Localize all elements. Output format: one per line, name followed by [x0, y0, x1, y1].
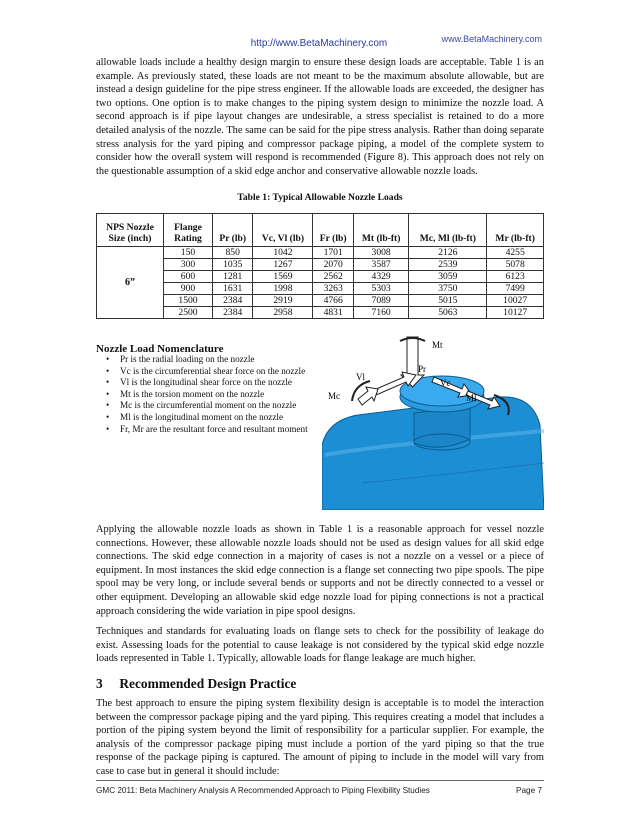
table-cell: 150 [164, 247, 213, 259]
table-cell: 2539 [409, 259, 487, 271]
table-cell: 2562 [313, 271, 353, 283]
paragraph-1: allowable loads include a healthy design margin to ensure these design loads are acceptable. Table 1 is an example. As previously stated, these loads are not meant to be the maximum absolute allowable, but are instead a design guideline for the pipe stress engineer. If the allowable loads are exceeded, the designer has two options. One option is to make changes to the piping system design to minimize the nozzle load. A second approach is if pipe layout changes are undesirable, a stress specialist is retained to do a more detailed analysis of the nozzle. The same can be said for the pipe stress analysis. Rather than doing separate stress analysis for the yard piping and compressor package piping, a model of the complete system to consider how the overall system will respond is recommended (Figure 8). This approach does not rely on the questionable assumption of a skid edge anchor and conservative allowable nozzle loads. [96, 57, 544, 177]
table-row [97, 283, 544, 295]
table-cell: 2384 [213, 307, 253, 319]
list-item: • Ml is the longitudinal moment on the nozzle [96, 412, 316, 424]
footer-text: GMC 2011: Beta Machinery Analysis A Recommended Approach to Piping Flexibility Studies [96, 786, 430, 795]
table-row [97, 259, 544, 271]
col-fr: Fr (lb) [313, 214, 353, 247]
list-item: • Mt is the torsion moment on the nozzle [96, 389, 316, 401]
table-cell: 1042 [253, 247, 313, 259]
table-cell: 300 [164, 259, 213, 271]
label-ml: Ml [466, 393, 477, 403]
table-cell: 3059 [409, 271, 487, 283]
table-row [97, 307, 544, 319]
label-pr: Pr [418, 364, 427, 374]
table-cell: 7089 [353, 295, 409, 307]
section-heading [96, 676, 296, 692]
header-site[interactable]: www.BetaMachinery.com [441, 34, 542, 44]
section-title: Recommended Design Practice [119, 676, 297, 691]
col-pr: Pr (lb) [213, 214, 253, 247]
allowable-loads-table [96, 213, 544, 319]
table-cell: 5078 [487, 259, 544, 271]
table-cell: 1281 [213, 271, 253, 283]
table-cell: 10027 [487, 295, 544, 307]
table-cell: 5303 [353, 283, 409, 295]
table-row [97, 271, 544, 283]
table-cell: 1701 [313, 247, 353, 259]
table-cell: 4329 [353, 271, 409, 283]
table-cell: 3587 [353, 259, 409, 271]
nomenclature-list [96, 354, 316, 435]
col-flange: Flange Rating [164, 214, 213, 247]
header-url[interactable]: http://www.BetaMachinery.com [250, 38, 388, 49]
col-mt: Mt (lb-ft) [353, 214, 409, 247]
table-row [97, 247, 544, 259]
col-mr: Mr (lb-ft) [487, 214, 544, 247]
table-cell: 10127 [487, 307, 544, 319]
col-vc: Vc, Vl (lb) [253, 214, 313, 247]
list-item: • Fr, Mr are the resultant force and resultant moment [96, 424, 316, 436]
table-cell: 4766 [313, 295, 353, 307]
col-mc: Mc, Ml (lb-ft) [409, 214, 487, 247]
table-cell: 6123 [487, 271, 544, 283]
table-cell: 1998 [253, 283, 313, 295]
table-cell: 5063 [409, 307, 487, 319]
table-cell: 4255 [487, 247, 544, 259]
section-number: 3 [96, 676, 103, 691]
page-number: Page 7 [516, 786, 542, 795]
table-cell: 2070 [313, 259, 353, 271]
table-cell: 1569 [253, 271, 313, 283]
list-item: • Pr is the radial loading on the nozzle [96, 354, 316, 366]
table-cell: 2919 [253, 295, 313, 307]
nomenclature-title: Nozzle Load Nomenclature [96, 343, 224, 355]
table-cell: 4831 [313, 307, 353, 319]
table-cell: 2958 [253, 307, 313, 319]
paragraph-3: Techniques and standards for evaluating loads on flange sets to check for the possibility of leakage do exist. Assessing loads for the potential to cause leakage is not considered by the typical skid edge nozzle loads represented in Table 1. Typically, allowable loads for flange leakage are much higher. [96, 626, 544, 665]
table-cell: 900 [164, 283, 213, 295]
label-mc: Mc [328, 391, 340, 401]
table-cell: 1035 [213, 259, 253, 271]
table-cell: 3750 [409, 283, 487, 295]
table-row [97, 295, 544, 307]
list-item: • Vl is the longitudinal shear force on the nozzle [96, 377, 316, 389]
col-nps: NPS Nozzle Size (inch) [97, 214, 164, 247]
table-cell: 3263 [313, 283, 353, 295]
table-cell: 7160 [353, 307, 409, 319]
paragraph-2: Applying the allowable nozzle loads as shown in Table 1 is a reasonable approach for vessel nozzle connections. However, these allowable nozzle loads should not be used as design values for all skid edge connections. The skid edge connection in a majority of cases is not a nozzle on a vessel or a piece of equipment. In most instances the skid edge connection is a flange set connecting two pipe spools. The pipe spool may be very long, or include several bends or supports and not be directly connected to a vessel or other equipment. Developing an allowable skid edge nozzle load for piping connections is not a practical approach considering the wide variation in pipe spool designs. [96, 524, 544, 617]
label-vl: Vl [356, 372, 365, 382]
list-item: • Mc is the circumferential moment on the nozzle [96, 400, 316, 412]
table-header-row [97, 214, 544, 247]
footer-divider [96, 780, 544, 781]
label-mt: Mt [432, 340, 443, 350]
vessel-shape [322, 376, 544, 510]
label-vc: Vc [440, 378, 451, 388]
table-cell: 1500 [164, 295, 213, 307]
table-cell: 5015 [409, 295, 487, 307]
table-cell: 2384 [213, 295, 253, 307]
table-cell: 600 [164, 271, 213, 283]
nozzle-load-diagram [322, 335, 544, 510]
table-caption: Table 1: Typical Allowable Nozzle Loads [237, 192, 403, 203]
table-cell: 2500 [164, 307, 213, 319]
table-cell: 2126 [409, 247, 487, 259]
table-cell: 3008 [353, 247, 409, 259]
list-item: • Vc is the circumferential shear force on the nozzle [96, 366, 316, 378]
table-cell: 7499 [487, 283, 544, 295]
paragraph-4: The best approach to ensure the piping system flexibility design is acceptable is to model the interaction between the compressor package piping and the yard piping. This requires creating a model that includes a portion of the piping system beyond the limit of responsibility for a particular supplier. For example, the analysis of the compressor package piping must include a portion of the yard piping so that the true response of the package piping is captured. The amount of piping to include in the model will vary from case to case but in general it should include: [96, 698, 544, 777]
table-cell: 1267 [253, 259, 313, 271]
table-cell: 1631 [213, 283, 253, 295]
table-cell: 850 [213, 247, 253, 259]
nps-size-cell: 6” [97, 247, 164, 319]
